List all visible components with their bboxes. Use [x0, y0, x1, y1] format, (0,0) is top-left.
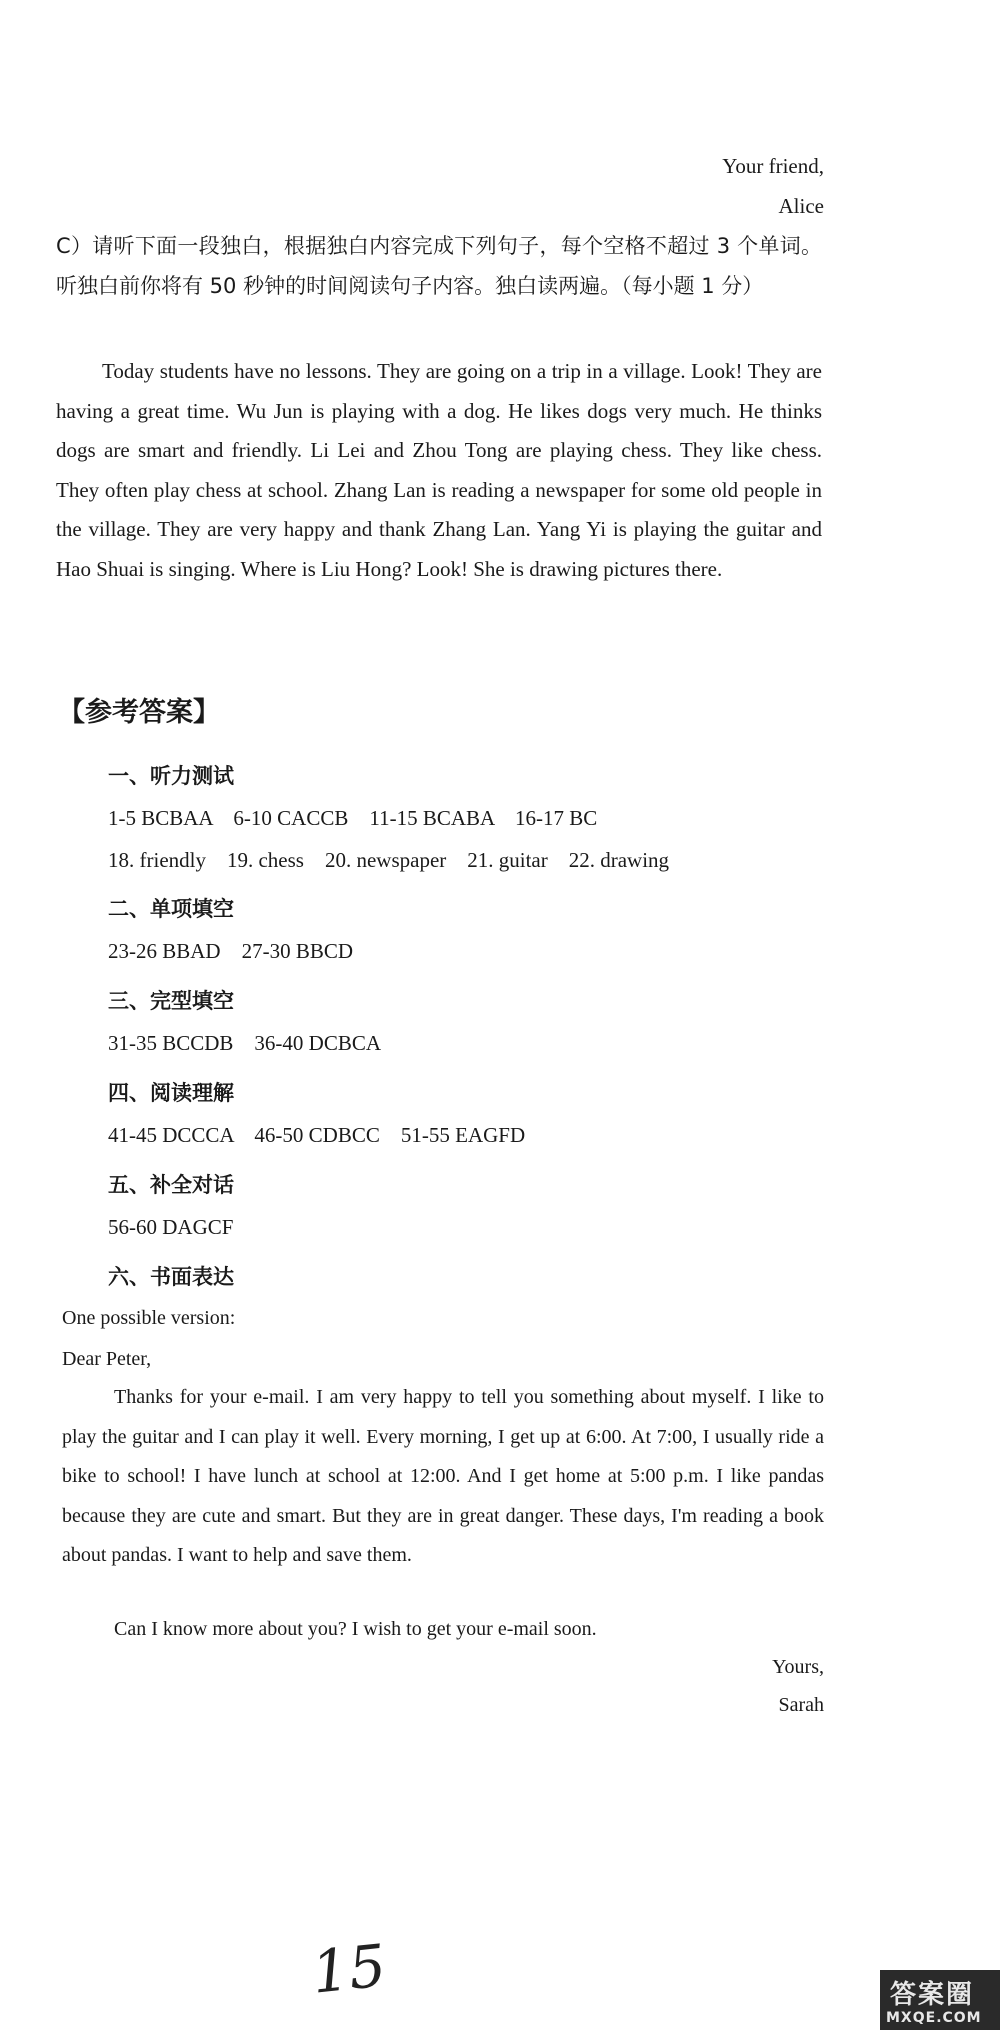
letter-closing: Yours,: [772, 1656, 824, 1678]
answer-line: 23-26 BBAD 27-30 BBCD: [108, 939, 354, 963]
section-title-single-choice: 二、单项填空: [108, 897, 234, 921]
monologue-text: Today students have no lessons. They are going on a trip in a village. Look! They are having a great time. Wu Jun is playing with a dog. He likes dogs very much. He thinks dogs are smart and friendly. Li Lei and Zhou Tong are playing chess. They like chess. They often play chess at school. Zhang Lan is reading a newspaper for some old people in the village. They are very happy and thank Zhang Lan. Yang Yi is playing the guitar and Hao Shuai is singing. Where is Liu Hong? Look! She is drawing pictures there.: [56, 359, 822, 581]
section-title-dialogue: 五、补全对话: [108, 1173, 234, 1197]
answer-line: 56-60 DAGCF: [108, 1215, 234, 1239]
answer-line: 1-5 BCBAA 6-10 CACCB 11-15 BCABA 16-17 BC: [108, 806, 598, 830]
watermark-url: MXQE.COM: [886, 2010, 982, 2026]
section-title-writing: 六、书面表达: [108, 1265, 234, 1289]
letter-closing-line: Can I know more about you? I wish to get your e-mail soon.: [114, 1618, 597, 1640]
section-title-cloze: 三、完型填空: [108, 989, 234, 1013]
answer-key-heading: 【参考答案】: [58, 697, 220, 728]
section-title-listening: 一、听力测试: [108, 764, 234, 788]
site-watermark: [880, 1970, 1000, 2030]
letter-body: Thanks for your e-mail. I am very happy to tell you something about myself. I like to play the guitar and I can play it well. Every morning, I get up at 6:00. At 7:00, I usually ride a bike to school! I have lunch at school at 12:00. And I get home at 5:00 p.m. I like pandas because they are cute and smart. But they are in great danger. These days, I'm reading a book about pandas. I want to help and save them.: [62, 1386, 824, 1566]
version-label: One possible version:: [62, 1307, 236, 1329]
section-c-instruction: C）请听下面一段独白，根据独白内容完成下列句子，每个空格不超过 3 个单词。听独白前你将有 50 秒钟的时间阅读句子内容。独白读两遍。（每小题 1 分）: [56, 234, 822, 298]
letter-signer: Alice: [778, 194, 824, 218]
answer-line: 41-45 DCCCA 46-50 CDBCC 51-55 EAGFD: [108, 1123, 526, 1147]
answer-line: 18. friendly 19. chess 20. newspaper 21. guitar 22. drawing: [108, 848, 670, 872]
letter-signer: Sarah: [778, 1694, 824, 1716]
section-title-reading: 四、阅读理解: [108, 1081, 234, 1105]
answer-line: 31-35 BCCDB 36-40 DCBCA: [108, 1031, 382, 1055]
handwritten-page-number: 15: [308, 1931, 390, 2007]
letter-closing: Your friend,: [722, 154, 824, 178]
letter-salutation: Dear Peter,: [62, 1348, 152, 1370]
watermark-text: 答案圈: [890, 1980, 975, 2010]
